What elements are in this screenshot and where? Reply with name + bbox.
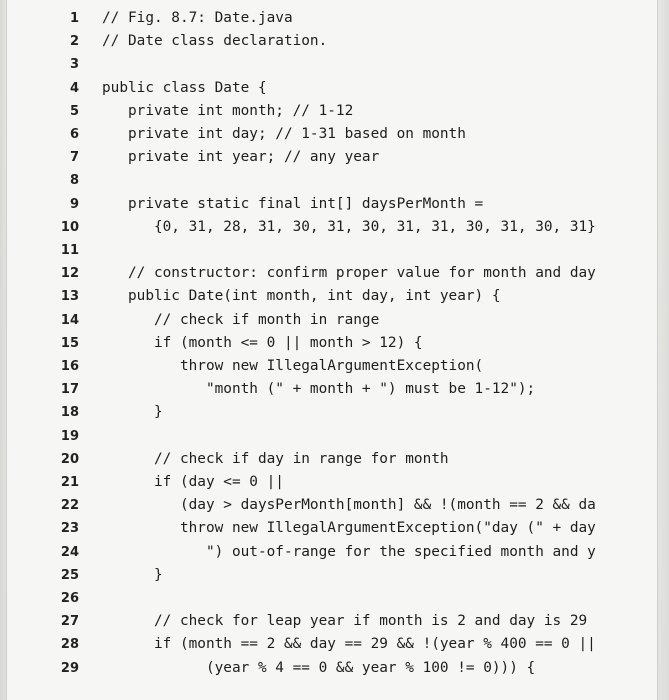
line-number: 22 xyxy=(60,498,79,514)
line-code-text: public class Date { xyxy=(102,79,267,96)
code-line xyxy=(7,471,658,494)
code-line xyxy=(7,169,658,192)
line-code-text: throw new IllegalArgumentException("day (" + day xyxy=(102,520,596,537)
code-line xyxy=(7,309,658,332)
line-number: 16 xyxy=(60,359,79,374)
line-number: 5 xyxy=(69,103,79,119)
line-code-text: throw new IllegalArgumentException( xyxy=(102,358,484,374)
line-number: 1 xyxy=(69,11,79,26)
line-code-text: if (month <= 0 || month > 12) { xyxy=(102,334,423,351)
line-number: 2 xyxy=(69,34,79,50)
line-code-text: {0, 31, 28, 31, 30, 31, 30, 31, 31, 30, 31, 30, 31} xyxy=(102,218,596,235)
line-number: 18 xyxy=(60,405,79,421)
line-code-text: if (day <= 0 || xyxy=(102,474,284,490)
line-number: 6 xyxy=(69,127,79,142)
line-code-text: // check if day in range for month xyxy=(102,450,449,467)
code-line xyxy=(7,7,658,30)
line-number: 15 xyxy=(60,335,79,351)
line-number: 24 xyxy=(60,544,79,560)
code-line xyxy=(7,77,658,100)
line-number: 11 xyxy=(60,243,79,258)
line-code-text: private static final int[] daysPerMonth = xyxy=(102,195,484,212)
code-line xyxy=(7,657,658,680)
line-number: 8 xyxy=(69,173,79,189)
line-number: 13 xyxy=(60,289,79,305)
line-number: 14 xyxy=(60,312,79,328)
code-listing xyxy=(6,0,658,700)
code-line xyxy=(7,30,658,53)
line-number: 7 xyxy=(69,150,79,166)
code-line xyxy=(7,193,658,216)
line-number: 20 xyxy=(60,451,79,467)
code-line xyxy=(7,494,658,517)
code-line xyxy=(7,378,658,401)
line-code-text: // Fig. 8.7: Date.java xyxy=(102,10,293,26)
code-line xyxy=(7,355,658,378)
line-code-text: // check for leap year if month is 2 and day is 29 xyxy=(102,613,588,630)
line-code-text: (day > daysPerMonth[month] && !(month == 2 && da xyxy=(102,497,596,514)
line-number: 26 xyxy=(60,591,79,606)
code-line xyxy=(7,587,658,610)
line-number: 17 xyxy=(60,382,79,398)
code-line xyxy=(7,517,658,540)
line-number: 28 xyxy=(60,637,79,653)
line-code-text: "month (" + month + ") must be 1-12"); xyxy=(102,381,536,398)
code-line xyxy=(7,541,658,564)
line-number: 4 xyxy=(69,80,79,96)
line-number: 12 xyxy=(60,266,79,282)
line-number: 23 xyxy=(60,521,79,537)
line-code-text: private int day; // 1-31 based on month xyxy=(102,126,466,142)
line-code-text: public Date(int month, int day, int year) { xyxy=(102,288,501,305)
line-code-text: private int month; // 1-12 xyxy=(102,102,354,119)
line-code-text: // check if month in range xyxy=(102,311,380,328)
code-line xyxy=(7,448,658,471)
line-code-text: } xyxy=(102,566,163,583)
line-number: 29 xyxy=(60,660,79,676)
code-line xyxy=(7,53,658,76)
line-code-text: // Date class declaration. xyxy=(102,33,328,50)
line-number: 25 xyxy=(60,567,79,583)
line-code-text: private int year; // any year xyxy=(102,149,380,166)
code-line xyxy=(7,216,658,239)
code-line xyxy=(7,285,658,308)
line-number: 27 xyxy=(60,614,79,630)
line-code-text: // constructor: confirm proper value for month and day xyxy=(102,265,596,282)
line-code-text: } xyxy=(102,404,163,421)
line-code-text: if (month == 2 && day == 29 && !(year % 400 == 0 || xyxy=(102,636,596,653)
code-line xyxy=(7,332,658,355)
line-number: 3 xyxy=(69,57,79,73)
code-line xyxy=(7,633,658,656)
code-line xyxy=(7,123,658,146)
code-line xyxy=(7,262,658,285)
line-code-text: ") out-of-range for the specified month and y xyxy=(102,543,596,560)
code-line xyxy=(7,100,658,123)
line-number: 21 xyxy=(60,475,79,490)
code-line xyxy=(7,401,658,424)
line-number: 19 xyxy=(60,428,79,444)
code-line xyxy=(7,239,658,262)
code-line xyxy=(7,564,658,587)
line-code-text: (year % 4 == 0 && year % 100 != 0))) { xyxy=(102,659,536,676)
line-number: 10 xyxy=(60,219,79,235)
code-line xyxy=(7,425,658,448)
code-line xyxy=(7,146,658,169)
line-number: 9 xyxy=(69,196,79,212)
code-line xyxy=(7,610,658,633)
